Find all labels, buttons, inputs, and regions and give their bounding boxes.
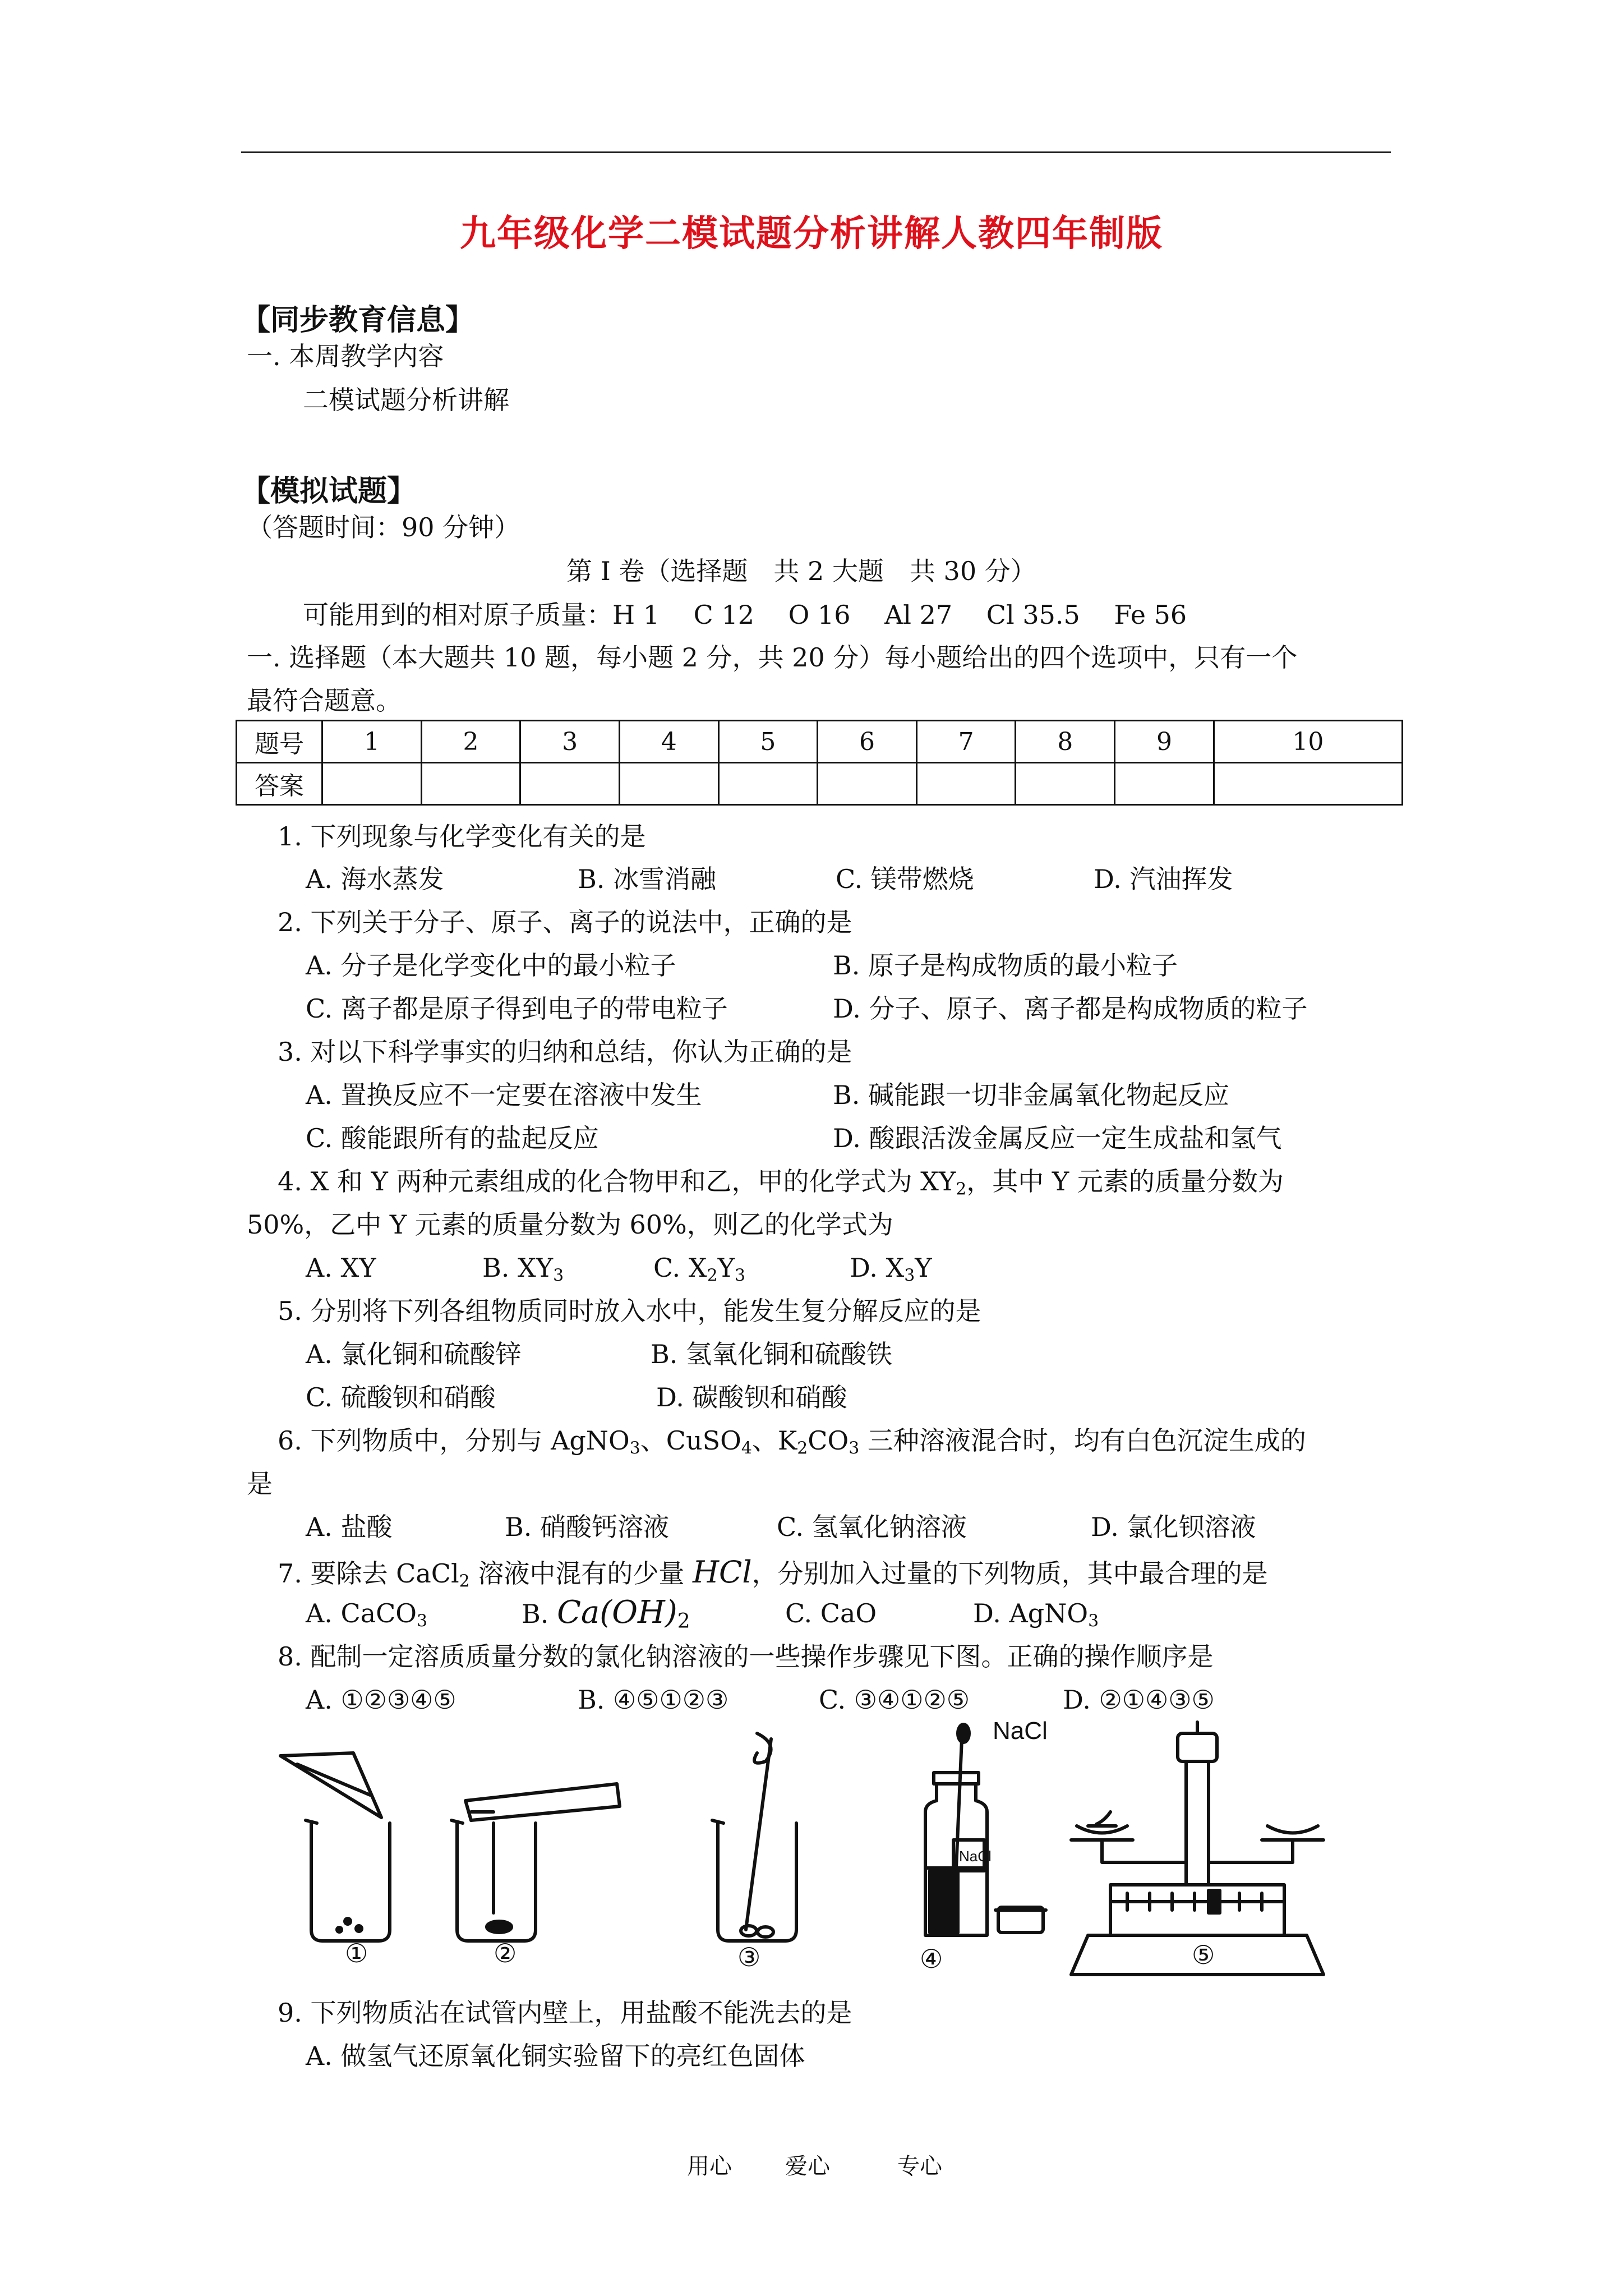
table-cell: 4	[619, 721, 718, 763]
q2-option-a: A. 分子是化学变化中的最小粒子	[306, 950, 676, 981]
q7-option-b: B. $Ca(OH)_2$	[522, 1594, 690, 1633]
page-title: 九年级化学二模试题分析讲解人教四年制版	[460, 213, 1163, 255]
fig-label-4: ④	[920, 1944, 943, 1974]
q1-option-d: D. 汽油挥发	[1094, 864, 1233, 894]
question-7: 7. 要除去 CaCl$_2$ 溶液中混有的少量 HCl，分别加入过量的下列物质，其中最合理的是	[278, 1554, 1268, 1591]
week-content: 二模试题分析讲解	[303, 385, 509, 415]
q8-option-a: A. ①②③④⑤	[306, 1685, 457, 1715]
section-heading-info: 【同步教育信息】	[241, 303, 475, 337]
part-heading: 第 I 卷（选择题 共 2 大题 共 30 分）	[566, 556, 1036, 586]
q8-option-c: C. ③④①②⑤	[819, 1685, 970, 1715]
table-cell: 3	[520, 721, 620, 763]
fig-label-3: ③	[737, 1942, 761, 1972]
q5-option-b: B. 氢氧化铜和硫酸铁	[651, 1339, 893, 1369]
top-rule	[241, 151, 1391, 153]
table-header-cell: 答案	[237, 763, 322, 805]
q1-option-a: A. 海水蒸发	[306, 864, 444, 894]
answer-cell[interactable]	[520, 763, 620, 805]
balance-scale-icon	[1071, 1722, 1324, 1975]
q6-option-d: D. 氯化钡溶液	[1091, 1512, 1256, 1542]
q5-option-a: A. 氯化铜和硫酸锌	[306, 1339, 522, 1369]
table-cell: 2	[421, 721, 520, 763]
week-label: 一. 本周教学内容	[247, 341, 444, 371]
q5-option-c: C. 硫酸钡和硝酸	[306, 1382, 496, 1412]
q9-option-a: A. 做氢气还原氧化铜实验留下的亮红色固体	[306, 2041, 805, 2071]
fig-bottle-label: NaCl	[959, 1848, 992, 1865]
beaker-pouring-paper-icon	[280, 1753, 390, 1941]
q7-option-c: C. CaO	[785, 1598, 877, 1628]
beaker-stirring-icon	[712, 1733, 796, 1941]
answer-cell[interactable]	[619, 763, 718, 805]
table-row	[237, 763, 1403, 805]
answer-cell[interactable]	[1016, 763, 1115, 805]
answer-cell[interactable]	[421, 763, 520, 805]
table-cell: 7	[916, 721, 1016, 763]
instructions-line1: 一. 选择题（本大题共 10 题，每小题 2 分，共 20 分）每小题给出的四个选项中，只有一个	[247, 642, 1298, 673]
footer-text-2: 爱心	[785, 2154, 830, 2179]
table-cell: 1	[322, 721, 422, 763]
question-8: 8. 配制一定溶质质量分数的氯化钠溶液的一些操作步骤见下图。正确的操作顺序是	[278, 1641, 1214, 1672]
table-header-cell: 题号	[237, 721, 322, 763]
table-cell: 10	[1214, 721, 1402, 763]
q1-option-c: C. 镁带燃烧	[836, 864, 974, 894]
q4-option-d: D. $X_3Y$	[850, 1253, 932, 1286]
question-4-line2: 50%，乙中 Y 元素的质量分数为 60%，则乙的化学式为	[247, 1209, 893, 1240]
footer-text-1: 用心	[687, 2154, 732, 2179]
q7-option-a: A. CaCO$_3$	[306, 1598, 428, 1631]
answer-cell[interactable]	[1214, 763, 1402, 805]
q8-option-d: D. ②①④③⑤	[1063, 1685, 1215, 1715]
atomic-masses: 可能用到的相对原子质量：H 1 C 12 O 16 Al 27 Cl 35.5 Fe 56	[303, 600, 1187, 630]
table-cell: 9	[1115, 721, 1214, 763]
q5-option-d: D. 碳酸钡和硝酸	[656, 1382, 847, 1412]
q3-option-b: B. 碱能跟一切非金属氧化物起反应	[833, 1080, 1230, 1110]
fig-label-5: ⑤	[1192, 1940, 1215, 1970]
table-row	[237, 721, 1403, 763]
q7-option-d: D. AgNO$_3$	[973, 1598, 1099, 1631]
time-note: （答题时间：90 分钟）	[247, 512, 520, 542]
reagent-bottle-icon	[925, 1724, 1046, 1935]
footer-text-3: 专心	[897, 2154, 942, 2179]
question-5: 5. 分别将下列各组物质同时放入水中，能发生复分解反应的是	[278, 1296, 981, 1326]
table-cell: 5	[718, 721, 818, 763]
fig-label-1: ①	[345, 1938, 368, 1968]
question-3: 3. 对以下科学事实的归纳和总结，你认为正确的是	[278, 1037, 852, 1067]
answer-cell[interactable]	[1115, 763, 1214, 805]
question-9: 9. 下列物质沾在试管内壁上，用盐酸不能洗去的是	[278, 1998, 852, 2028]
q4-option-a: A. XY	[306, 1253, 376, 1283]
instructions-line2: 最符合题意。	[247, 685, 402, 716]
answer-cell[interactable]	[322, 763, 422, 805]
section-heading-test: 【模拟试题】	[241, 475, 417, 508]
question-1: 1. 下列现象与化学变化有关的是	[278, 821, 646, 852]
q4-option-b: B. $XY_3$	[482, 1253, 564, 1286]
question-2: 2. 下列关于分子、原子、离子的说法中，正确的是	[278, 907, 852, 937]
q1-option-b: B. 冰雪消融	[578, 864, 717, 894]
q3-option-d: D. 酸跟活泼金属反应一定生成盐和氢气	[833, 1123, 1282, 1153]
question-6-line2: 是	[247, 1469, 273, 1499]
q6-option-a: A. 盐酸	[306, 1512, 393, 1542]
q6-option-c: C. 氢氧化钠溶液	[777, 1512, 967, 1542]
table-cell: 8	[1016, 721, 1115, 763]
q3-option-c: C. 酸能跟所有的盐起反应	[306, 1123, 599, 1153]
fig-nacl-label: NaCl	[993, 1717, 1048, 1745]
answer-cell[interactable]	[718, 763, 818, 805]
question-6-line1: 6. 下列物质中，分别与 AgNO$_3$、CuSO$_4$、$K_2CO_3$ 三种溶液混合时，均有白色沉淀生成的	[278, 1425, 1306, 1458]
q2-option-d: D. 分子、原子、离子都是构成物质的粒子	[833, 993, 1308, 1024]
answer-cell[interactable]	[818, 763, 917, 805]
q6-option-b: B. 硝酸钙溶液	[505, 1512, 670, 1542]
table-cell: 6	[818, 721, 917, 763]
q3-option-a: A. 置换反应不一定要在溶液中发生	[306, 1080, 702, 1110]
answer-cell[interactable]	[916, 763, 1016, 805]
q8-option-b: B. ④⑤①②③	[578, 1685, 729, 1715]
answer-table	[236, 720, 1403, 806]
q2-option-b: B. 原子是构成物质的最小粒子	[833, 950, 1178, 981]
question-4-line1: 4. X 和 Y 两种元素组成的化合物甲和乙，甲的化学式为 $XY_2$，其中 Y 元素的质量分数为	[278, 1166, 1284, 1199]
q4-option-c: C. $X_2Y_3$	[653, 1253, 745, 1286]
fig-label-2: ②	[494, 1938, 517, 1968]
beaker-pouring-cylinder-icon	[451, 1784, 620, 1941]
q2-option-c: C. 离子都是原子得到电子的带电粒子	[306, 993, 728, 1024]
